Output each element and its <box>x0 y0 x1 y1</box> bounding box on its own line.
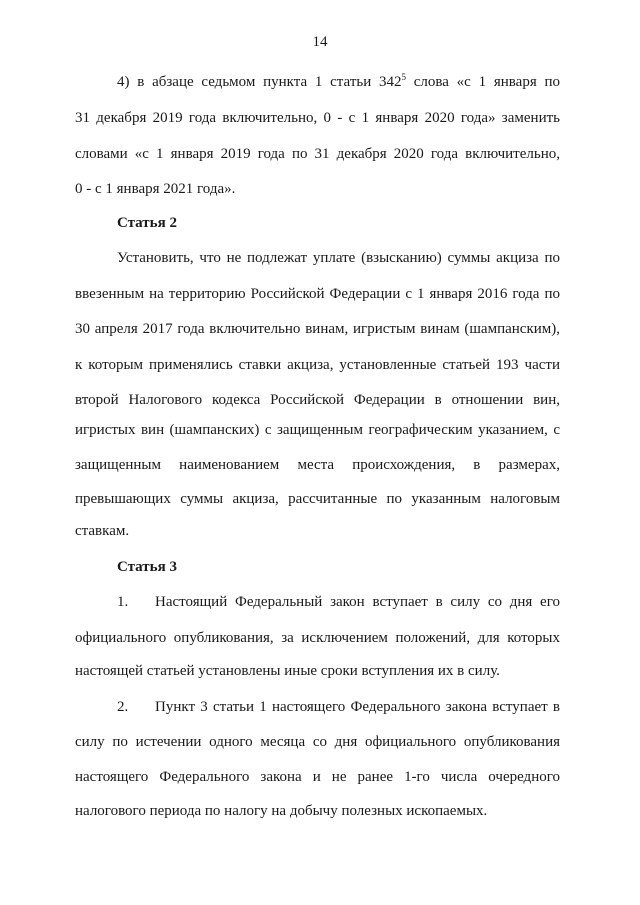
article-3-item-1-number: 1. <box>117 594 129 610</box>
article-3-item-1-line: настоящей статьей установлены иные сроки вступления их в силу. <box>75 663 500 679</box>
article-2-line: защищенным наименованием места происхождения, в размерах, <box>75 457 560 473</box>
article-3-item-1-line-1 <box>117 592 560 612</box>
article-2-line: ввезенным на территорию Российской Федерации с 1 января 2016 года по <box>75 286 560 302</box>
article-3-item-2-line: налогового периода по налогу на добычу полезных ископаемых. <box>75 803 488 819</box>
article-3-item-2-line: настоящего Федерального закона и не ранее 1-го числа очередного <box>75 769 560 785</box>
article-2-line: ставкам. <box>75 523 130 539</box>
article-3-item-2-line-1 <box>117 697 560 717</box>
article-2-line: превышающих суммы акциза, рассчитанные по указанным налоговым <box>75 491 560 507</box>
item4-line-1 <box>117 72 560 92</box>
article-2-line: Установить, что не подлежат уплате (взысканию) суммы акциза по <box>117 250 560 266</box>
item4-line-1-text: 4) в абзаце седьмом пункта 1 статьи 342 <box>117 74 402 90</box>
article-2-heading: Статья 2 <box>117 215 177 231</box>
article-3-item-2-number: 2. <box>117 699 129 715</box>
article-2-line: к которым применялись ставки акциза, установленные статьей 193 части <box>75 357 560 373</box>
article-2-line: игристых вин (шампанских) с защищенным географическим указанием, с <box>75 422 560 438</box>
article-3-item-1-line: официального опубликования, за исключением положений, для которых <box>75 630 560 646</box>
item4-line-2: 31 декабря 2019 года включительно, 0 - с 1 января 2020 года» заменить <box>75 110 560 126</box>
article-3-item-1-text: Настоящий Федеральный закон вступает в силу со дня его <box>155 594 560 610</box>
item4-superscript: 5 <box>401 72 406 82</box>
item4-line-1-tail: слова «с 1 января по <box>406 74 560 90</box>
item4-line-3: словами «с 1 января 2019 года по 31 декабря 2020 года включительно, <box>75 146 560 162</box>
page-number: 14 <box>312 34 328 50</box>
item4-line-4: 0 - с 1 января 2021 года». <box>75 181 236 197</box>
article-3-heading: Статья 3 <box>117 559 177 575</box>
article-3-item-2-text: Пункт 3 статьи 1 настоящего Федерального закона вступает в <box>155 699 560 715</box>
article-3-item-2-line: силу по истечении одного месяца со дня официального опубликования <box>75 734 560 750</box>
article-2-line: второй Налогового кодекса Российской Федерации в отношении вин, <box>75 392 560 408</box>
article-2-line: 30 апреля 2017 года включительно винам, игристым винам (шампанским), <box>75 321 560 337</box>
